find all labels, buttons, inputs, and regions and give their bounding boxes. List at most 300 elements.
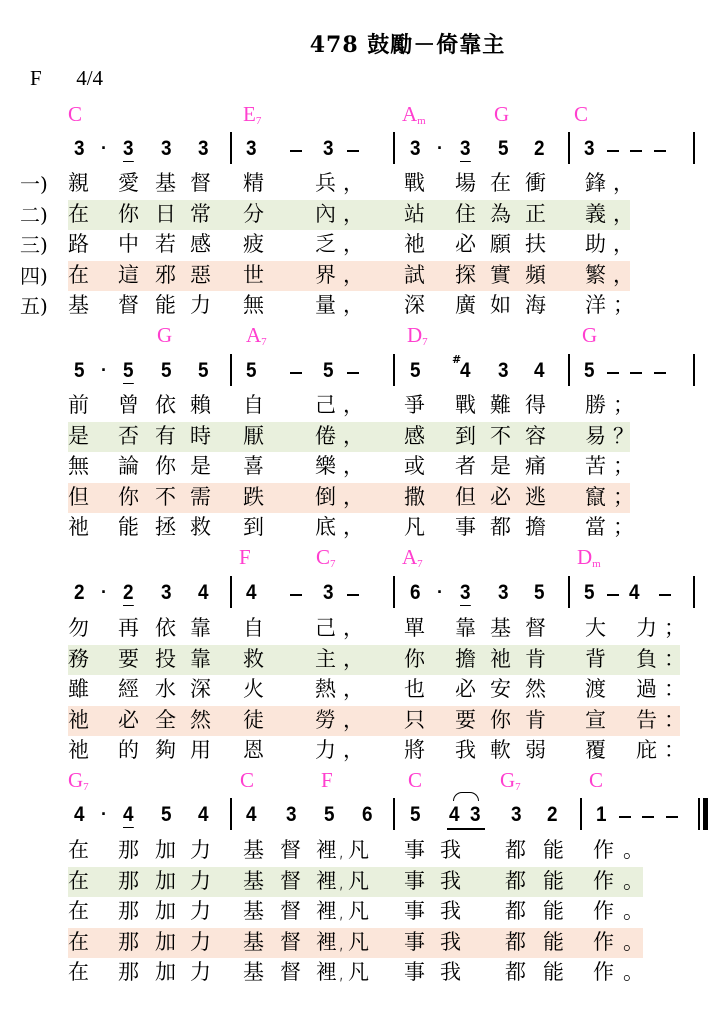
- lyric-char: 需: [190, 485, 211, 509]
- note: 5: [324, 803, 335, 826]
- lyric-char: 作: [593, 899, 614, 923]
- barline: [693, 132, 695, 164]
- lyric-char: 擔: [455, 647, 476, 671]
- lyric-char: ，: [613, 202, 634, 226]
- lyric-char: 你: [118, 202, 139, 226]
- chord: G: [494, 102, 510, 126]
- lyric-char: 事: [404, 960, 425, 984]
- note: 3: [161, 581, 172, 604]
- lyric-char: 己: [315, 393, 336, 417]
- lyric-char: 靠: [190, 616, 211, 640]
- barline: [568, 354, 570, 386]
- dot: ·: [437, 582, 443, 602]
- beam-underline: [447, 828, 485, 830]
- note: 5: [410, 359, 421, 382]
- lyric-char: 主: [315, 647, 336, 671]
- note: 5: [246, 359, 257, 382]
- lyric-char: 義: [585, 202, 606, 226]
- note: 2: [74, 581, 85, 604]
- lyric-char: 加: [155, 838, 176, 862]
- lyric-char: 力: [190, 960, 211, 984]
- lyric-char: 渡: [585, 677, 606, 701]
- lyric-char: 都: [505, 930, 526, 954]
- chord: $G_7$: [68, 768, 89, 793]
- dash: [642, 816, 654, 818]
- lyric-char: 熱: [315, 677, 336, 701]
- lyric-char: 的: [118, 738, 139, 762]
- lyric-char: 都: [505, 869, 526, 893]
- dash: [607, 150, 619, 152]
- lyric-char: ；: [613, 454, 634, 478]
- lyric-char: 但: [68, 485, 89, 509]
- barline: [693, 576, 695, 608]
- lyric-char: 負: [636, 647, 657, 671]
- note: 5: [74, 359, 85, 382]
- lyric-char: 力: [190, 869, 211, 893]
- note: 4: [198, 803, 209, 826]
- lyric-char: 試: [404, 263, 425, 287]
- lyric-char: 在: [490, 171, 511, 195]
- barline: [580, 798, 582, 830]
- lyric-char: 那: [118, 838, 139, 862]
- lyric-char: 大: [585, 616, 606, 640]
- lyric-char: 務: [68, 647, 89, 671]
- lyric-char: 能: [543, 960, 564, 984]
- note: 3: [323, 137, 334, 160]
- lyric-char: 依: [155, 616, 176, 640]
- note: 3: [460, 581, 471, 604]
- dash: [290, 150, 302, 152]
- lyric-char: 凡: [348, 960, 369, 984]
- lyric-char: 勝: [585, 393, 606, 417]
- lyric-char: 基: [68, 293, 89, 317]
- lyric-char: ：: [664, 738, 685, 762]
- lyric-char: 探: [455, 263, 476, 287]
- lyric-char: 無: [68, 454, 89, 478]
- lyric-char: 曾: [118, 393, 139, 417]
- lyric-char: 勿: [68, 616, 89, 640]
- lyric-char: 自: [243, 616, 264, 640]
- note: 4: [198, 581, 209, 604]
- lyric-char: 力: [636, 616, 657, 640]
- dash: [654, 150, 666, 152]
- lyric-char: 在: [68, 838, 89, 862]
- lyric-char: 但: [455, 485, 476, 509]
- lyric-char: 你: [155, 454, 176, 478]
- note: 5: [534, 581, 545, 604]
- chord: $C_7$: [316, 545, 336, 570]
- chord: $D_m$: [577, 545, 601, 570]
- lyric-char: 力: [315, 738, 336, 762]
- lyric-char: 督: [190, 171, 211, 195]
- lyric-char: 疲: [243, 232, 264, 256]
- dash: [347, 594, 359, 596]
- lyric-char: 論: [118, 454, 139, 478]
- chord: C: [68, 102, 83, 126]
- lyric-char: 是: [68, 424, 89, 448]
- lyric-char: 喜: [243, 454, 264, 478]
- lyric-char: 凡: [348, 869, 369, 893]
- lyric-char: ,: [338, 960, 345, 984]
- lyric-char: 覆: [585, 738, 606, 762]
- lyric-char: 宣: [585, 708, 606, 732]
- lyric-char: 靠: [455, 616, 476, 640]
- lyric-char: 深: [190, 677, 211, 701]
- verse-label-5: 五): [20, 294, 48, 318]
- lyric-char: 水: [155, 677, 176, 701]
- lyric-char: 督: [280, 960, 301, 984]
- verse-label-2: 二): [20, 203, 48, 227]
- lyric-char: 場: [455, 171, 476, 195]
- dash: [347, 150, 359, 152]
- chord: $E_7$: [243, 102, 262, 127]
- lyric-char: 厭: [243, 424, 264, 448]
- lyric-char: 者: [455, 454, 476, 478]
- chord: C: [589, 768, 604, 792]
- lyric-char: 這: [118, 263, 139, 287]
- dash: [607, 594, 619, 596]
- note: 5: [584, 359, 595, 382]
- dash: [290, 372, 302, 374]
- time-signature: 4/4: [76, 66, 104, 90]
- lyric-char: 樂: [315, 454, 336, 478]
- lyric-char: 事: [455, 515, 476, 539]
- chord: $A_7$: [402, 545, 423, 570]
- lyric-char: 力: [190, 838, 211, 862]
- barline: [393, 354, 395, 386]
- lyric-char: 那: [118, 869, 139, 893]
- lyric-char: ，: [343, 293, 364, 317]
- chord: C: [574, 102, 589, 126]
- lyric-char: 。: [623, 960, 644, 984]
- lyric-char: ，: [343, 263, 364, 287]
- lyric-char: 如: [490, 293, 511, 317]
- lyric-char: 界: [315, 263, 336, 287]
- lyric-char: 徒: [243, 708, 264, 732]
- lyric-char: 。: [623, 899, 644, 923]
- lyric-char: 擔: [525, 515, 546, 539]
- note: 3: [498, 581, 509, 604]
- barline: [393, 798, 395, 830]
- lyric-char: 加: [155, 869, 176, 893]
- lyric-char: 事: [404, 869, 425, 893]
- note: 3: [460, 137, 471, 160]
- lyric-char: 感: [190, 232, 211, 256]
- lyric-char: ,: [338, 869, 345, 893]
- lyric-char: 難: [490, 393, 511, 417]
- lyric-char: 賴: [190, 393, 211, 417]
- lyric-char: 再: [118, 616, 139, 640]
- lyric-char: 作: [593, 960, 614, 984]
- lyric-char: 倦: [315, 424, 336, 448]
- lyric-char: 祂: [68, 708, 89, 732]
- dash: [619, 816, 631, 818]
- note: 3: [246, 137, 257, 160]
- verse-label-4: 四): [20, 264, 48, 288]
- barline: [230, 354, 232, 386]
- final-barline-thick: [703, 798, 708, 830]
- dash: [666, 816, 678, 818]
- lyric-char: 扶: [525, 232, 546, 256]
- lyric-char: 乏: [315, 232, 336, 256]
- lyric-char: ,: [338, 838, 345, 862]
- lyric-char: 事: [404, 838, 425, 862]
- lyric-char: 戰: [404, 171, 425, 195]
- lyric-char: 中: [118, 232, 139, 256]
- chord: $G_7$: [500, 768, 521, 793]
- lyric-char: 得: [525, 393, 546, 417]
- note: 3: [511, 803, 522, 826]
- lyric-char: 戰: [455, 393, 476, 417]
- lyric-char: 全: [155, 708, 176, 732]
- lyric-char: 弱: [525, 738, 546, 762]
- lyric-char: 親: [68, 171, 89, 195]
- lyric-char: ,: [338, 930, 345, 954]
- lyric-char: 兵: [315, 171, 336, 195]
- note: 2: [534, 137, 545, 160]
- lyric-char: 用: [190, 738, 211, 762]
- lyric-char: 能: [543, 899, 564, 923]
- lyric-char: 在: [68, 869, 89, 893]
- lyric-char: 要: [455, 708, 476, 732]
- lyric-char: 住: [455, 202, 476, 226]
- lyric-char: 那: [118, 960, 139, 984]
- lyric-char: 我: [440, 960, 461, 984]
- note: 5: [323, 359, 334, 382]
- key-signature: [30, 66, 103, 91]
- barline: [230, 798, 232, 830]
- note: 5: [498, 137, 509, 160]
- lyric-char: 將: [404, 738, 425, 762]
- lyric-char: ，: [343, 616, 364, 640]
- chord: G: [157, 323, 173, 347]
- lyric-char: 力: [190, 899, 211, 923]
- lyric-char: 我: [440, 899, 461, 923]
- lyric-char: 力: [190, 293, 211, 317]
- lyric-char: 然: [525, 677, 546, 701]
- lyric-char: 力: [190, 930, 211, 954]
- final-barline-thin: [698, 798, 700, 830]
- lyric-char: ,: [338, 899, 345, 923]
- note: 2: [547, 803, 558, 826]
- lyric-char: 到: [455, 424, 476, 448]
- lyric-char: 基: [243, 899, 264, 923]
- lyric-char: 肯: [525, 647, 546, 671]
- lyric-char: 。: [623, 869, 644, 893]
- lyric-char: 背: [585, 647, 606, 671]
- note: 3: [74, 137, 85, 160]
- lyric-char: 容: [525, 424, 546, 448]
- lyric-char: 凡: [348, 838, 369, 862]
- lyric-char: 你: [404, 647, 425, 671]
- lyric-char: 。: [623, 930, 644, 954]
- lyric-char: 那: [118, 930, 139, 954]
- lyric-char: 那: [118, 899, 139, 923]
- chord: C: [408, 768, 423, 792]
- lyric-char: ，: [613, 232, 634, 256]
- lyric-char: 時: [190, 424, 211, 448]
- lyric-char: 分: [243, 202, 264, 226]
- lyric-char: ，: [343, 647, 364, 671]
- lyric-char: 督: [280, 869, 301, 893]
- lyric-char: 不: [490, 424, 511, 448]
- note: 6: [410, 581, 421, 604]
- chord: G: [582, 323, 598, 347]
- lyric-char: 鋒: [585, 171, 606, 195]
- note: 4: [534, 359, 545, 382]
- dot: ·: [101, 804, 107, 824]
- lyric-char: 惡: [190, 263, 211, 287]
- lyric-char: 肯: [525, 708, 546, 732]
- lyric-char: 能: [543, 838, 564, 862]
- lyric-char: ？: [613, 424, 634, 448]
- lyric-char: ，: [343, 202, 364, 226]
- lyric-char: 己: [315, 616, 336, 640]
- dash: [654, 372, 666, 374]
- lyric-char: 跌: [243, 485, 264, 509]
- lyric-char: 常: [190, 202, 211, 226]
- lyric-char: 勞: [315, 708, 336, 732]
- lyric-char: 或: [404, 454, 425, 478]
- lyric-char: 凡: [348, 899, 369, 923]
- note: 3: [410, 137, 421, 160]
- lyric-char: 裡: [316, 960, 337, 984]
- lyric-char: 苦: [585, 454, 606, 478]
- barline: [568, 576, 570, 608]
- lyric-char: 單: [404, 616, 425, 640]
- lyric-char: 基: [243, 960, 264, 984]
- dash: [630, 372, 642, 374]
- lyric-char: 事: [404, 899, 425, 923]
- hymn-title: 478 鼓勵－倚靠主: [309, 32, 506, 58]
- lyric-char: ，: [343, 424, 364, 448]
- lyric-char: 世: [243, 263, 264, 287]
- lyric-char: 恩: [243, 738, 264, 762]
- lyric-char: 只: [404, 708, 425, 732]
- lyric-char: 拯: [155, 515, 176, 539]
- lyric-char: 深: [404, 293, 425, 317]
- lyric-char: ；: [613, 515, 634, 539]
- lyric-char: 庇: [636, 738, 657, 762]
- lyric-char: 繁: [585, 263, 606, 287]
- lyric-char: 火: [243, 677, 264, 701]
- lyric-char: 在: [68, 960, 89, 984]
- lyric-char: 必: [455, 677, 476, 701]
- lyric-char: 撒: [404, 485, 425, 509]
- note: 4: [449, 803, 460, 826]
- note: 4: [246, 803, 257, 826]
- lyric-char: 靠: [190, 647, 211, 671]
- lyric-char: 日: [155, 202, 176, 226]
- lyric-char: 救: [243, 647, 264, 671]
- lyric-char: 必: [490, 485, 511, 509]
- lyric-char: 加: [155, 960, 176, 984]
- lyric-char: 痛: [525, 454, 546, 478]
- dot: ·: [101, 360, 107, 380]
- lyric-char: ，: [343, 232, 364, 256]
- lyric-char: 我: [440, 869, 461, 893]
- chord: $A_m$: [402, 102, 426, 127]
- lyric-char: 凡: [404, 515, 425, 539]
- lyric-char: 事: [404, 930, 425, 954]
- lyric-char: 助: [585, 232, 606, 256]
- note: 3: [123, 137, 134, 160]
- lyric-char: 不: [155, 485, 176, 509]
- note: 4: [123, 803, 134, 826]
- lyric-char: 夠: [155, 738, 176, 762]
- lyric-char: 前: [68, 393, 89, 417]
- note: 4: [460, 359, 471, 382]
- lyric-char: 軟: [490, 738, 511, 762]
- lyric-char: 基: [243, 930, 264, 954]
- lyric-char: 你: [490, 708, 511, 732]
- note: 4: [629, 581, 640, 604]
- lyric-char: 。: [623, 838, 644, 862]
- lyric-char: 實: [490, 263, 511, 287]
- lyric-char: 自: [243, 393, 264, 417]
- lyric-char: 否: [118, 424, 139, 448]
- lyric-char: 必: [455, 232, 476, 256]
- lyric-char: 督: [280, 899, 301, 923]
- sharp-sign: #: [452, 353, 462, 366]
- chord: $D_7$: [407, 323, 428, 348]
- lyric-char: 正: [525, 202, 546, 226]
- lyric-char: 願: [490, 232, 511, 256]
- lyric-char: ；: [613, 293, 634, 317]
- lyric-char: 裡: [316, 838, 337, 862]
- barline: [393, 132, 395, 164]
- note: 3: [498, 359, 509, 382]
- note: 2: [123, 581, 134, 604]
- lyric-char: 也: [404, 677, 425, 701]
- lyric-char: 為: [490, 202, 511, 226]
- lyric-char: ，: [343, 485, 364, 509]
- dash: [630, 150, 642, 152]
- lyric-char: 在: [68, 930, 89, 954]
- lyric-char: 感: [404, 424, 425, 448]
- note: 3: [286, 803, 297, 826]
- lyric-char: 逃: [525, 485, 546, 509]
- lyric-char: 在: [68, 202, 89, 226]
- note: 6: [362, 803, 373, 826]
- lyric-char: 衝: [525, 171, 546, 195]
- lyric-char: 能: [543, 930, 564, 954]
- barline: [568, 132, 570, 164]
- lyric-char: 告: [636, 708, 657, 732]
- lyric-char: 邪: [155, 263, 176, 287]
- note: 3: [323, 581, 334, 604]
- lyric-char: 都: [505, 960, 526, 984]
- lyric-char: ，: [343, 708, 364, 732]
- slur: [453, 792, 479, 801]
- lyric-char: 是: [190, 454, 211, 478]
- lyric-char: 我: [440, 838, 461, 862]
- lyric-char: 精: [243, 171, 264, 195]
- lyric-char: ；: [664, 616, 685, 640]
- lyric-char: 愛: [118, 171, 139, 195]
- lyric-char: 是: [490, 454, 511, 478]
- verse-label-3: 三): [20, 233, 48, 257]
- lyric-char: ，: [343, 393, 364, 417]
- note: 3: [198, 137, 209, 160]
- note: 5: [123, 359, 134, 382]
- lyric-char: 祂: [490, 647, 511, 671]
- barline: [230, 576, 232, 608]
- lyric-char: ，: [343, 738, 364, 762]
- lyric-char: 安: [490, 677, 511, 701]
- lyric-char: ；: [613, 393, 634, 417]
- note: 4: [74, 803, 85, 826]
